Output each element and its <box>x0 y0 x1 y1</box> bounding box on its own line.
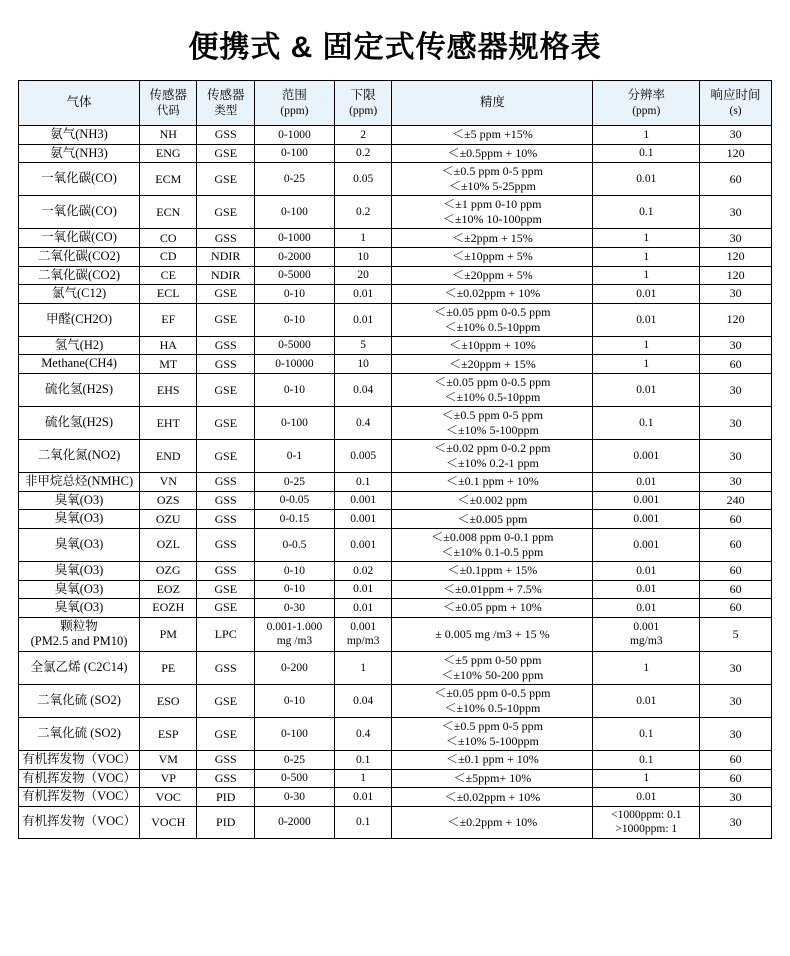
cell-resolution: 1 <box>593 229 700 248</box>
table-row <box>19 196 772 229</box>
column-header-1 <box>140 81 197 126</box>
table-row <box>19 144 772 163</box>
cell-range: 0-10 <box>254 561 334 580</box>
cell-sensor-type: GSE <box>197 196 254 229</box>
cell-resolution: 0.01 <box>593 473 700 492</box>
cell-accuracy: ＜±0.05 ppm 0-0.5 ppm ＜±10% 0.5-10ppm <box>392 303 593 336</box>
cell-gas: 二氧化碳(CO2) <box>19 266 140 285</box>
cell-response-time: 60 <box>700 769 772 788</box>
table-row <box>19 599 772 618</box>
cell-sensor-type: GSE <box>197 599 254 618</box>
cell-range: 0-0.15 <box>254 510 334 529</box>
cell-range: 0-1000 <box>254 229 334 248</box>
cell-response-time: 30 <box>700 685 772 718</box>
table-row <box>19 718 772 751</box>
table-row <box>19 473 772 492</box>
cell-resolution: 1 <box>593 652 700 685</box>
table-row <box>19 561 772 580</box>
table-row <box>19 769 772 788</box>
cell-gas: 臭氧(O3) <box>19 561 140 580</box>
cell-lower-limit: 2 <box>334 126 391 145</box>
cell-range: 0-25 <box>254 751 334 770</box>
cell-sensor-type: GSE <box>197 303 254 336</box>
table-row <box>19 440 772 473</box>
cell-sensor-code: VP <box>140 769 197 788</box>
cell-sensor-code: ECN <box>140 196 197 229</box>
cell-sensor-type: GSS <box>197 473 254 492</box>
cell-range: 0-30 <box>254 788 334 807</box>
cell-sensor-code: ECM <box>140 163 197 196</box>
cell-accuracy: ＜±5 ppm 0-50 ppm ＜±10% 50-200 ppm <box>392 652 593 685</box>
cell-sensor-type: GSE <box>197 407 254 440</box>
cell-sensor-type: GSS <box>197 510 254 529</box>
cell-gas: 二氧化氮(NO2) <box>19 440 140 473</box>
cell-resolution: 0.01 <box>593 163 700 196</box>
cell-resolution: 0.01 <box>593 285 700 304</box>
cell-sensor-code: EHS <box>140 374 197 407</box>
column-header-6 <box>593 81 700 126</box>
cell-resolution: 0.1 <box>593 144 700 163</box>
cell-sensor-type: GSS <box>197 652 254 685</box>
table-row <box>19 266 772 285</box>
cell-gas: 有机挥发物（VOC） <box>19 769 140 788</box>
cell-accuracy: ＜±5ppm+ 10% <box>392 769 593 788</box>
cell-lower-limit: 10 <box>334 247 391 266</box>
table-row <box>19 163 772 196</box>
column-header-unit: (s) <box>729 104 742 117</box>
cell-range: 0-100 <box>254 196 334 229</box>
cell-lower-limit: 0.04 <box>334 685 391 718</box>
cell-lower-limit: 0.01 <box>334 599 391 618</box>
cell-response-time: 60 <box>700 510 772 529</box>
column-header-label: 响应时间 <box>710 88 761 102</box>
column-header-label: 传感器 <box>149 88 188 102</box>
cell-resolution: 0.1 <box>593 718 700 751</box>
cell-response-time: 30 <box>700 407 772 440</box>
cell-accuracy: ＜±20ppm + 5% <box>392 266 593 285</box>
cell-range: 0-5000 <box>254 266 334 285</box>
cell-range: 0-100 <box>254 407 334 440</box>
cell-sensor-type: GSS <box>197 229 254 248</box>
cell-lower-limit: 0.4 <box>334 407 391 440</box>
cell-range: 0-100 <box>254 144 334 163</box>
table-header <box>19 81 772 126</box>
cell-resolution: 0.001 <box>593 510 700 529</box>
cell-resolution: 0.001 mg/m3 <box>593 617 700 651</box>
cell-sensor-code: END <box>140 440 197 473</box>
cell-sensor-code: CO <box>140 229 197 248</box>
cell-accuracy: ＜±0.2ppm + 10% <box>392 806 593 838</box>
cell-sensor-type: GSE <box>197 440 254 473</box>
cell-range: 0-2000 <box>254 806 334 838</box>
cell-sensor-type: GSE <box>197 374 254 407</box>
cell-accuracy: ＜±0.008 ppm 0-0.1 ppm ＜±10% 0.1-0.5 ppm <box>392 528 593 561</box>
column-header-unit: 代码 <box>156 104 180 117</box>
column-header-unit: 类型 <box>214 104 238 117</box>
cell-sensor-code: EF <box>140 303 197 336</box>
table-row <box>19 685 772 718</box>
cell-accuracy: ＜±1 ppm 0-10 ppm ＜±10% 10-100ppm <box>392 196 593 229</box>
cell-sensor-code: NH <box>140 126 197 145</box>
cell-gas: 甲醛(CH2O) <box>19 303 140 336</box>
column-header-label: 传感器 <box>206 88 245 102</box>
cell-lower-limit: 0.005 <box>334 440 391 473</box>
cell-accuracy: ＜±0.05 ppm + 10% <box>392 599 593 618</box>
cell-response-time: 120 <box>700 144 772 163</box>
cell-gas: 二氧化硫 (SO2) <box>19 685 140 718</box>
cell-resolution: 0.01 <box>593 685 700 718</box>
column-header-4 <box>334 81 391 126</box>
cell-accuracy: ＜±2ppm + 15% <box>392 229 593 248</box>
cell-resolution: 0.01 <box>593 303 700 336</box>
cell-gas: 臭氧(O3) <box>19 491 140 510</box>
cell-sensor-code: OZS <box>140 491 197 510</box>
cell-accuracy: ＜±0.5 ppm 0-5 ppm ＜±10% 5-25ppm <box>392 163 593 196</box>
cell-range: 0-30 <box>254 599 334 618</box>
cell-range: 0-1 <box>254 440 334 473</box>
cell-accuracy: ＜±10ppm + 10% <box>392 336 593 355</box>
cell-sensor-code: VOC <box>140 788 197 807</box>
cell-resolution: 1 <box>593 769 700 788</box>
cell-resolution: 1 <box>593 266 700 285</box>
cell-lower-limit: 0.2 <box>334 144 391 163</box>
table-row <box>19 374 772 407</box>
cell-response-time: 240 <box>700 491 772 510</box>
cell-lower-limit: 0.1 <box>334 806 391 838</box>
cell-response-time: 120 <box>700 247 772 266</box>
table-row <box>19 229 772 248</box>
cell-response-time: 30 <box>700 196 772 229</box>
cell-response-time: 60 <box>700 163 772 196</box>
cell-response-time: 30 <box>700 473 772 492</box>
table-row <box>19 491 772 510</box>
cell-gas: 二氧化碳(CO2) <box>19 247 140 266</box>
cell-range: 0-25 <box>254 163 334 196</box>
column-header-unit: (ppm) <box>349 104 378 117</box>
cell-range: 0-10 <box>254 374 334 407</box>
cell-lower-limit: 0.001 <box>334 510 391 529</box>
cell-response-time: 30 <box>700 336 772 355</box>
cell-range: 0-5000 <box>254 336 334 355</box>
cell-sensor-type: GSS <box>197 491 254 510</box>
cell-sensor-type: GSS <box>197 751 254 770</box>
cell-response-time: 30 <box>700 126 772 145</box>
cell-response-time: 60 <box>700 599 772 618</box>
cell-sensor-code: EOZH <box>140 599 197 618</box>
cell-response-time: 120 <box>700 266 772 285</box>
cell-accuracy: ＜±0.1 ppm + 10% <box>392 751 593 770</box>
cell-response-time: 30 <box>700 374 772 407</box>
cell-resolution: 0.001 <box>593 491 700 510</box>
column-header-0 <box>19 81 140 126</box>
table-row <box>19 303 772 336</box>
cell-sensor-type: PID <box>197 788 254 807</box>
cell-gas: 有机挥发物（VOC） <box>19 788 140 807</box>
cell-sensor-code: PM <box>140 617 197 651</box>
cell-gas: Methane(CH4) <box>19 355 140 374</box>
cell-sensor-type: LPC <box>197 617 254 651</box>
column-header-label: 分辨率 <box>627 88 666 102</box>
cell-sensor-type: GSE <box>197 144 254 163</box>
table-row <box>19 247 772 266</box>
cell-response-time: 30 <box>700 652 772 685</box>
cell-accuracy: ＜±0.02ppm + 10% <box>392 788 593 807</box>
cell-sensor-type: GSE <box>197 580 254 599</box>
cell-lower-limit: 0.1 <box>334 751 391 770</box>
cell-accuracy: ＜±0.5ppm + 10% <box>392 144 593 163</box>
cell-response-time: 30 <box>700 285 772 304</box>
cell-sensor-type: GSS <box>197 126 254 145</box>
cell-response-time: 30 <box>700 718 772 751</box>
column-header-unit: (ppm) <box>280 104 309 117</box>
cell-resolution: 0.1 <box>593 196 700 229</box>
cell-range: 0-25 <box>254 473 334 492</box>
cell-resolution: 0.01 <box>593 561 700 580</box>
page-title: 便携式 & 固定式传感器规格表 <box>188 31 602 64</box>
cell-resolution: 0.01 <box>593 374 700 407</box>
cell-lower-limit: 1 <box>334 652 391 685</box>
cell-range: 0-10000 <box>254 355 334 374</box>
cell-sensor-type: GSS <box>197 528 254 561</box>
cell-accuracy: ＜±0.5 ppm 0-5 ppm ＜±10% 5-100ppm <box>392 407 593 440</box>
header-row <box>19 81 772 126</box>
cell-sensor-code: OZU <box>140 510 197 529</box>
cell-lower-limit: 20 <box>334 266 391 285</box>
cell-lower-limit: 0.01 <box>334 285 391 304</box>
cell-range: 0-1000 <box>254 126 334 145</box>
cell-sensor-type: GSE <box>197 685 254 718</box>
column-header-label: 范围 <box>281 88 307 102</box>
cell-accuracy: ＜±0.05 ppm 0-0.5 ppm ＜±10% 0.5-10ppm <box>392 685 593 718</box>
cell-lower-limit: 0.4 <box>334 718 391 751</box>
table-body <box>19 126 772 839</box>
cell-lower-limit: 0.001 mp/m3 <box>334 617 391 651</box>
sensor-spec-table <box>18 80 772 839</box>
cell-sensor-type: GSS <box>197 336 254 355</box>
cell-gas: 臭氧(O3) <box>19 528 140 561</box>
cell-accuracy: ＜±0.01ppm + 7.5% <box>392 580 593 599</box>
document-page <box>0 22 790 956</box>
cell-range: 0.001-1.000 mg /m3 <box>254 617 334 651</box>
column-header-3 <box>254 81 334 126</box>
cell-gas: 氨气(NH3) <box>19 144 140 163</box>
column-header-label: 下限 <box>350 88 376 102</box>
cell-response-time: 5 <box>700 617 772 651</box>
table-row <box>19 806 772 838</box>
cell-range: 0-0.05 <box>254 491 334 510</box>
cell-resolution: 0.01 <box>593 580 700 599</box>
cell-lower-limit: 1 <box>334 229 391 248</box>
table-row <box>19 751 772 770</box>
cell-range: 0-2000 <box>254 247 334 266</box>
cell-sensor-code: HA <box>140 336 197 355</box>
table-row <box>19 652 772 685</box>
cell-response-time: 60 <box>700 355 772 374</box>
cell-sensor-code: VN <box>140 473 197 492</box>
cell-resolution: 1 <box>593 336 700 355</box>
cell-sensor-code: VM <box>140 751 197 770</box>
cell-resolution: 0.001 <box>593 440 700 473</box>
cell-range: 0-500 <box>254 769 334 788</box>
cell-range: 0-10 <box>254 580 334 599</box>
cell-response-time: 60 <box>700 751 772 770</box>
cell-resolution: 0.01 <box>593 599 700 618</box>
cell-lower-limit: 0.02 <box>334 561 391 580</box>
cell-sensor-code: OZL <box>140 528 197 561</box>
cell-gas: 氨气(NH3) <box>19 126 140 145</box>
table-row <box>19 788 772 807</box>
cell-range: 0-10 <box>254 285 334 304</box>
cell-gas: 非甲烷总烃(NMHC) <box>19 473 140 492</box>
cell-resolution: 0.01 <box>593 788 700 807</box>
cell-sensor-code: EOZ <box>140 580 197 599</box>
cell-gas: 氢气(H2) <box>19 336 140 355</box>
cell-accuracy: ＜±5 ppm +15% <box>392 126 593 145</box>
cell-gas: 二氧化硫 (SO2) <box>19 718 140 751</box>
cell-accuracy: ＜±0.05 ppm 0-0.5 ppm ＜±10% 0.5-10ppm <box>392 374 593 407</box>
cell-sensor-type: GSE <box>197 285 254 304</box>
cell-resolution: 0.1 <box>593 407 700 440</box>
cell-response-time: 30 <box>700 440 772 473</box>
cell-gas: 一氧化碳(CO) <box>19 196 140 229</box>
cell-gas: 全氯乙烯 (C2C14) <box>19 652 140 685</box>
cell-range: 0-10 <box>254 685 334 718</box>
table-row <box>19 285 772 304</box>
cell-sensor-type: GSS <box>197 769 254 788</box>
cell-sensor-code: EHT <box>140 407 197 440</box>
cell-accuracy: ＜±0.02ppm + 10% <box>392 285 593 304</box>
cell-resolution: 1 <box>593 355 700 374</box>
cell-gas: 臭氧(O3) <box>19 580 140 599</box>
cell-resolution: 0.001 <box>593 528 700 561</box>
cell-gas: 硫化氢(H2S) <box>19 407 140 440</box>
cell-accuracy: ＜±0.02 ppm 0-0.2 ppm ＜±10% 0.2-1 ppm <box>392 440 593 473</box>
cell-lower-limit: 0.01 <box>334 788 391 807</box>
cell-accuracy: ＜±20ppm + 15% <box>392 355 593 374</box>
cell-range: 0-200 <box>254 652 334 685</box>
cell-resolution: 1 <box>593 247 700 266</box>
cell-sensor-code: CD <box>140 247 197 266</box>
cell-lower-limit: 0.2 <box>334 196 391 229</box>
cell-accuracy: ＜±0.5 ppm 0-5 ppm ＜±10% 5-100ppm <box>392 718 593 751</box>
cell-response-time: 30 <box>700 806 772 838</box>
column-header-label: 精度 <box>479 95 505 110</box>
cell-response-time: 60 <box>700 561 772 580</box>
cell-resolution: 0.1 <box>593 751 700 770</box>
cell-sensor-code: MT <box>140 355 197 374</box>
cell-sensor-type: GSS <box>197 355 254 374</box>
cell-lower-limit: 0.01 <box>334 303 391 336</box>
cell-lower-limit: 0.001 <box>334 491 391 510</box>
cell-sensor-code: OZG <box>140 561 197 580</box>
column-header-7 <box>700 81 772 126</box>
cell-accuracy: ＜±10ppm + 5% <box>392 247 593 266</box>
cell-response-time: 30 <box>700 788 772 807</box>
cell-gas: 硫化氢(H2S) <box>19 374 140 407</box>
cell-lower-limit: 0.04 <box>334 374 391 407</box>
cell-lower-limit: 0.01 <box>334 580 391 599</box>
cell-range: 0-10 <box>254 303 334 336</box>
cell-accuracy: ＜±0.005 ppm <box>392 510 593 529</box>
cell-response-time: 60 <box>700 528 772 561</box>
table-row <box>19 510 772 529</box>
cell-lower-limit: 1 <box>334 769 391 788</box>
cell-accuracy: ＜±0.1 ppm + 10% <box>392 473 593 492</box>
table-row <box>19 126 772 145</box>
cell-sensor-type: GSS <box>197 561 254 580</box>
cell-accuracy: ± 0.005 mg /m3 + 15 % <box>392 617 593 651</box>
cell-response-time: 120 <box>700 303 772 336</box>
cell-resolution: 1 <box>593 126 700 145</box>
cell-lower-limit: 0.05 <box>334 163 391 196</box>
cell-gas: 一氧化碳(CO) <box>19 229 140 248</box>
cell-sensor-type: PID <box>197 806 254 838</box>
cell-lower-limit: 10 <box>334 355 391 374</box>
cell-response-time: 30 <box>700 229 772 248</box>
table-row <box>19 355 772 374</box>
cell-gas: 有机挥发物（VOC） <box>19 806 140 838</box>
cell-gas: 一氧化碳(CO) <box>19 163 140 196</box>
cell-range: 0-0.5 <box>254 528 334 561</box>
column-header-unit: (ppm) <box>632 104 661 117</box>
cell-gas: 臭氧(O3) <box>19 599 140 618</box>
cell-sensor-code: ENG <box>140 144 197 163</box>
cell-gas: 氯气(C12) <box>19 285 140 304</box>
cell-gas: 臭氧(O3) <box>19 510 140 529</box>
cell-sensor-type: GSE <box>197 163 254 196</box>
cell-sensor-code: CE <box>140 266 197 285</box>
cell-sensor-code: ESO <box>140 685 197 718</box>
cell-sensor-code: PE <box>140 652 197 685</box>
cell-gas: 有机挥发物（VOC） <box>19 751 140 770</box>
cell-lower-limit: 5 <box>334 336 391 355</box>
table-row <box>19 336 772 355</box>
cell-accuracy: ＜±0.1ppm + 15% <box>392 561 593 580</box>
cell-sensor-type: GSE <box>197 718 254 751</box>
column-header-5 <box>392 81 593 126</box>
cell-range: 0-100 <box>254 718 334 751</box>
table-row <box>19 617 772 651</box>
cell-lower-limit: 0.001 <box>334 528 391 561</box>
cell-sensor-type: NDIR <box>197 247 254 266</box>
cell-accuracy: ＜±0.002 ppm <box>392 491 593 510</box>
table-row <box>19 580 772 599</box>
cell-response-time: 60 <box>700 580 772 599</box>
cell-resolution: <1000ppm: 0.1 >1000ppm: 1 <box>593 806 700 838</box>
column-header-2 <box>197 81 254 126</box>
cell-lower-limit: 0.1 <box>334 473 391 492</box>
cell-sensor-code: ESP <box>140 718 197 751</box>
table-row <box>19 528 772 561</box>
cell-sensor-type: NDIR <box>197 266 254 285</box>
cell-sensor-code: VOCH <box>140 806 197 838</box>
column-header-label: 气体 <box>66 95 92 110</box>
table-row <box>19 407 772 440</box>
cell-gas: 颗粒物 (PM2.5 and PM10) <box>19 617 140 651</box>
cell-sensor-code: ECL <box>140 285 197 304</box>
